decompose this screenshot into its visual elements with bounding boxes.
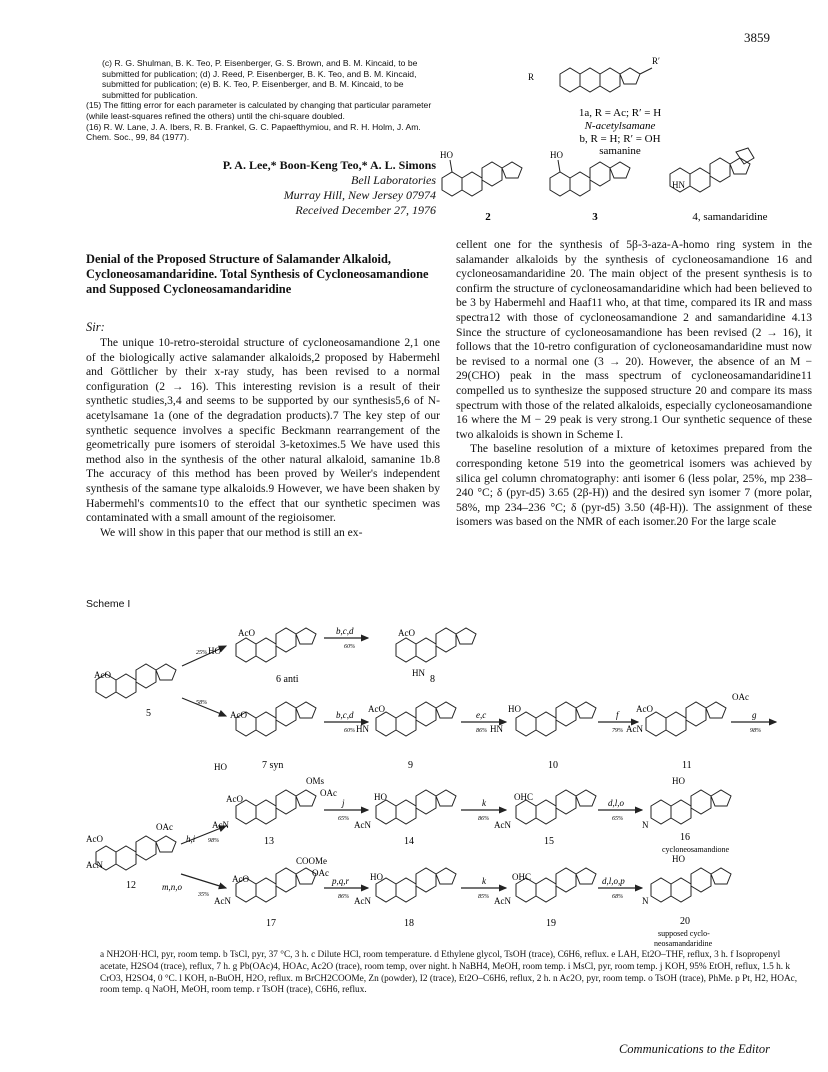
group-label: OMs bbox=[306, 776, 325, 786]
scheme-title: Scheme I bbox=[86, 598, 131, 610]
group-label: HO bbox=[370, 872, 383, 882]
reagent-label: d,l,o,p bbox=[602, 876, 625, 886]
structure-4-hn: HN bbox=[672, 180, 685, 190]
arrow-12-to-17 bbox=[181, 874, 226, 888]
group-label: AcO bbox=[238, 628, 255, 638]
article-title: Denial of the Proposed Structure of Salamander Alkaloid, Cycloneosamandaridine. Total Synthesis of Cycloneosamandione and Supposed Cycloneosamandaridine bbox=[86, 252, 429, 296]
yield-label: 86% bbox=[476, 728, 487, 734]
group-label: AcO bbox=[368, 704, 385, 714]
reference-15: (15) The fitting error for each parameter is calculated by changing that particular parameter (while least-squares refined the others) until the chi-square doubled. bbox=[86, 100, 432, 121]
compound-1a-name: N-acetylsamane bbox=[584, 120, 656, 132]
yield-label: 35% bbox=[198, 892, 209, 898]
paragraph: cellent one for the synthesis of 5β-3-aza-A-homo ring system in the salamander alkaloids by the synthesis of cycloneosamandione 16 and cycloneosamandaridine 20. The main object of the present synthesis is to confirm the structure of cycloneosamandaridine which had been believed to be 3 by Habermehl and Haaf11 who, at that time, compared its IR and mass spectra12 with those of cycloneosamandione 2 and samandaridine 4.13 Since the structure of cycloneosamandione has been revised (2 → 16), it follows that the 10-retro configuration of cycloneosamandaridine must now be revised to a normal one (3 → 20). However, the absence of an M − 29(CHO) peak in the mass spectrum of cycloneosamandaridine11 compelled us to synthesize the supposed structure 20 and compare its mass spectrum with those of the related alkaloids, especially cycloneosamandione 16 where the M − 29 peak is very strong.1 Our synthetic sequence of these two alkaloids is shown in Scheme I. bbox=[456, 238, 812, 441]
compound-18-skeleton bbox=[376, 868, 456, 902]
compound-16-name: cycloneosamandione bbox=[662, 845, 730, 854]
body-column-left bbox=[86, 336, 440, 540]
reagent-label: p,q,r bbox=[332, 876, 350, 886]
reference-14-continued: (c) R. G. Shulman, B. K. Teo, P. Eisenberger, G. S. Brown, and B. M. Kincaid, to be submitted for publication; (d) J. Reed, P. Eisenberger, B. K. Teo, and B. M. Kincaid, submitted for publication; (e) B. K. Teo, P. Eisenberger, and B. M. Kincaid, to be submitted for publication. bbox=[102, 58, 418, 100]
compound-7-skeleton bbox=[236, 702, 316, 736]
group-label: OHC bbox=[514, 792, 534, 802]
structure-2-ho: HO bbox=[440, 150, 453, 160]
yield-label: 68% bbox=[612, 894, 623, 900]
structure-3-skeleton bbox=[550, 160, 630, 196]
group-label: AcN bbox=[86, 860, 103, 870]
structure-1-skeleton bbox=[560, 68, 652, 92]
paragraph: The baseline resolution of a mixture of ketoximes prepared from the corresponding ketone 519 into the geometrical isomers was achieved by silica gel column chromatography: anti isomer 6 (less polar, 25%, mp 238–240 °C; δ (pyr-d5) 3.65 (2β-H)) and the desired syn isomer 7 (more polar, 58%, mp 234–236 °C; δ (pyr-d5) 3.50 (4β-H)). The assignment of these isomers was based on the NMR of each isomer.20 For the large scale bbox=[456, 442, 812, 529]
group-label: OAc bbox=[156, 822, 173, 832]
group-label: AcN bbox=[212, 820, 229, 830]
byline bbox=[86, 158, 436, 218]
reagent-label: g bbox=[752, 710, 757, 720]
group-label: AcO bbox=[230, 710, 247, 720]
compound-label: 14 bbox=[404, 836, 414, 847]
group-label: OAc bbox=[320, 788, 337, 798]
group-label: AcO bbox=[86, 834, 103, 844]
yield-label: 58% bbox=[196, 700, 207, 706]
affiliation-lab: Bell Laboratories bbox=[350, 173, 436, 187]
compound-label: 16 bbox=[680, 832, 690, 843]
group-label: AcO bbox=[232, 874, 249, 884]
group-label: HN bbox=[490, 724, 503, 734]
page-number: 3859 bbox=[744, 30, 770, 45]
group-label: AcN bbox=[494, 896, 511, 906]
group-label: OAc bbox=[732, 692, 749, 702]
group-label: HO bbox=[672, 776, 685, 786]
references-block bbox=[86, 58, 436, 143]
reagent-label: k bbox=[482, 876, 486, 886]
reference-16: (16) R. W. Lane, J. A. Ibers, R. B. Frankel, G. C. Papaefthymiou, and R. H. Holm, J. Am. Chem. Soc., 99, 84 (1977). bbox=[86, 121, 421, 143]
compound-1b-name: samanine bbox=[599, 145, 641, 157]
reagent-label: e,c bbox=[476, 710, 487, 720]
compound-label: 11 bbox=[682, 760, 692, 771]
group-label: OAc bbox=[312, 868, 329, 878]
salutation: Sir: bbox=[86, 320, 105, 334]
body-column-right bbox=[456, 238, 812, 530]
yield-label: 60% bbox=[344, 644, 355, 650]
compound-label: 9 bbox=[408, 760, 413, 771]
journal-section-label: Communications to the Editor bbox=[618, 1042, 770, 1056]
yield-label: 98% bbox=[750, 728, 761, 734]
compound-label: 20 bbox=[680, 916, 690, 927]
yield-label: 86% bbox=[478, 816, 489, 822]
compound-label: 10 bbox=[548, 760, 558, 771]
structure-2-skeleton bbox=[442, 160, 522, 196]
group-label: HO bbox=[508, 704, 521, 714]
group-label: HN bbox=[356, 724, 369, 734]
group-label: AcO bbox=[398, 628, 415, 638]
yield-label: 98% bbox=[208, 838, 219, 844]
structure-3-ho: HO bbox=[550, 150, 563, 160]
group-label: N bbox=[642, 820, 649, 830]
compound-label: 12 bbox=[126, 880, 136, 891]
group-label: HO bbox=[374, 792, 387, 802]
group-label: COOMe bbox=[296, 856, 327, 866]
compound-16-skeleton bbox=[651, 790, 731, 824]
reagent-label: f bbox=[616, 710, 619, 720]
reagent-label: j bbox=[342, 798, 345, 808]
reagent-label: m,n,o bbox=[162, 882, 182, 892]
paragraph: The unique 10-retro-steroidal structure of cycloneosamandione 2,1 one of the biologically active salamander alkaloids,2 proposed by Habermehl and Göttlicher by their x-ray study, has been revised to a normal configuration (2 → 16). This interesting revision is a result of their synthetic studies,3,4 and seems to be supported by our synthesis5,6 of N-acetylsamane 1a (one of the degradation products).7 The key step of our synthetic sequence involves a specific Beckmann rearrangement of the geometrically pure isomers of steroidal 3-ketoximes.5 We have used this method also in the synthesis of the other natural alkaloid, samanine 1b.8 The accuracy of this method has been proved by Weiler's independent synthesis of the samane type alkaloids.9 However, we have been shaken by Habermehl's comments10 to the effect that our synthetic specimen was contaminated with a small amount of the regioisomer. bbox=[86, 336, 440, 525]
group-label: AcN bbox=[494, 820, 511, 830]
group-label: AcN bbox=[214, 896, 231, 906]
compound-9-skeleton bbox=[376, 702, 456, 736]
group-label: HN bbox=[412, 668, 425, 678]
reagent-label: k bbox=[482, 798, 486, 808]
compound-1b-label: b, R = H; R′ = OH bbox=[579, 133, 661, 145]
group-label: HO bbox=[208, 646, 221, 656]
yield-label: 65% bbox=[612, 816, 623, 822]
author-names: P. A. Lee,* Boon-Keng Teo,* A. L. Simons bbox=[222, 158, 436, 172]
compound-20-name-line1: supposed cyclo- bbox=[658, 929, 710, 938]
scheme-footnote: a NH2OH·HCl, pyr, room temp. b TsCl, pyr, 37 °C, 3 h. c Dilute HCl, room temperature. d Ethylene glycol, TsOH (trace), C6H6, reflux. e LAH, Et2O–THF, reflux, 3 h. f Isopropenyl acetate, H2SO4 (trace), reflux, 7 h. g Pb(OAc)4, HOAc, Ac2O (trace), room temp, over night. h NaBH4, MeOH, room temp. i MsCl, pyr, room temp. j KOH, 95% EtOH, reflux, 1.5 h. k CrO3, H2SO4, 0 °C. l KOH, n-BuOH, H2O, reflux. m BrCH2COOMe, Zn (powder), I2 (trace), Et2O–C6H6, reflux, 2 h. n Ac2O, pyr, room temp. o TsOH (trace), PhMe. p Pt, H2, HOAc, room temp. q NaOH, MeOH, room temp. r TsOH (trace), C6H6, reflux. bbox=[100, 950, 798, 996]
group-label: N bbox=[642, 896, 649, 906]
compound-label: 13 bbox=[264, 836, 274, 847]
compound-label: 7 syn bbox=[262, 760, 284, 771]
compound-1a-label: 1a, R = Ac; R′ = H bbox=[578, 107, 662, 119]
yield-label: 86% bbox=[338, 894, 349, 900]
compound-10-skeleton bbox=[516, 702, 596, 736]
compound-3-label: 3 bbox=[592, 211, 598, 223]
group-label: AcO bbox=[94, 670, 111, 680]
compound-20-name-line2: neosamandaridine bbox=[654, 939, 713, 948]
top-structures-figure bbox=[440, 48, 820, 228]
yield-label: 85% bbox=[478, 894, 489, 900]
affiliation-location: Murray Hill, New Jersey 07974 bbox=[283, 188, 436, 202]
group-label: HO bbox=[214, 762, 227, 772]
group-label: HO bbox=[672, 854, 685, 864]
compound-12-skeleton bbox=[96, 836, 176, 870]
structure-1-Rprime: R′ bbox=[652, 56, 660, 66]
reagent-label: d,l,o bbox=[608, 798, 625, 808]
compound-label: 18 bbox=[404, 918, 414, 929]
yield-label: 79% bbox=[612, 728, 623, 734]
received-date: Received December 27, 1976 bbox=[295, 203, 436, 217]
compound-2-label: 2 bbox=[485, 211, 491, 223]
compound-label: 6 anti bbox=[276, 674, 299, 685]
group-label: AcO bbox=[636, 704, 653, 714]
compound-label: 15 bbox=[544, 836, 554, 847]
compound-11-skeleton bbox=[646, 702, 726, 736]
group-label: AcN bbox=[354, 820, 371, 830]
compound-label: 5 bbox=[146, 708, 151, 719]
reagent-label: b,c,d bbox=[336, 710, 354, 720]
paragraph: We will show in this paper that our method is still an ex- bbox=[100, 525, 363, 539]
compound-20-skeleton bbox=[651, 868, 731, 902]
yield-label: 65% bbox=[338, 816, 349, 822]
group-label: AcN bbox=[626, 724, 643, 734]
compound-label: 17 bbox=[266, 918, 276, 929]
reagent-label: h,i bbox=[186, 834, 196, 844]
reagent-label: b,c,d bbox=[336, 626, 354, 636]
compound-4-label: 4, samandaridine bbox=[692, 211, 768, 223]
group-label: OHC bbox=[512, 872, 532, 882]
group-label: AcO bbox=[226, 794, 243, 804]
compound-label: 8 bbox=[430, 674, 435, 685]
scheme-figure bbox=[86, 606, 818, 951]
yield-label: 25% bbox=[196, 650, 207, 656]
structure-1-R: R bbox=[528, 72, 535, 82]
compound-14-skeleton bbox=[376, 790, 456, 824]
compound-label: 19 bbox=[546, 918, 556, 929]
compound-13-skeleton bbox=[236, 790, 316, 824]
group-label: AcN bbox=[354, 896, 371, 906]
yield-label: 60% bbox=[344, 728, 355, 734]
